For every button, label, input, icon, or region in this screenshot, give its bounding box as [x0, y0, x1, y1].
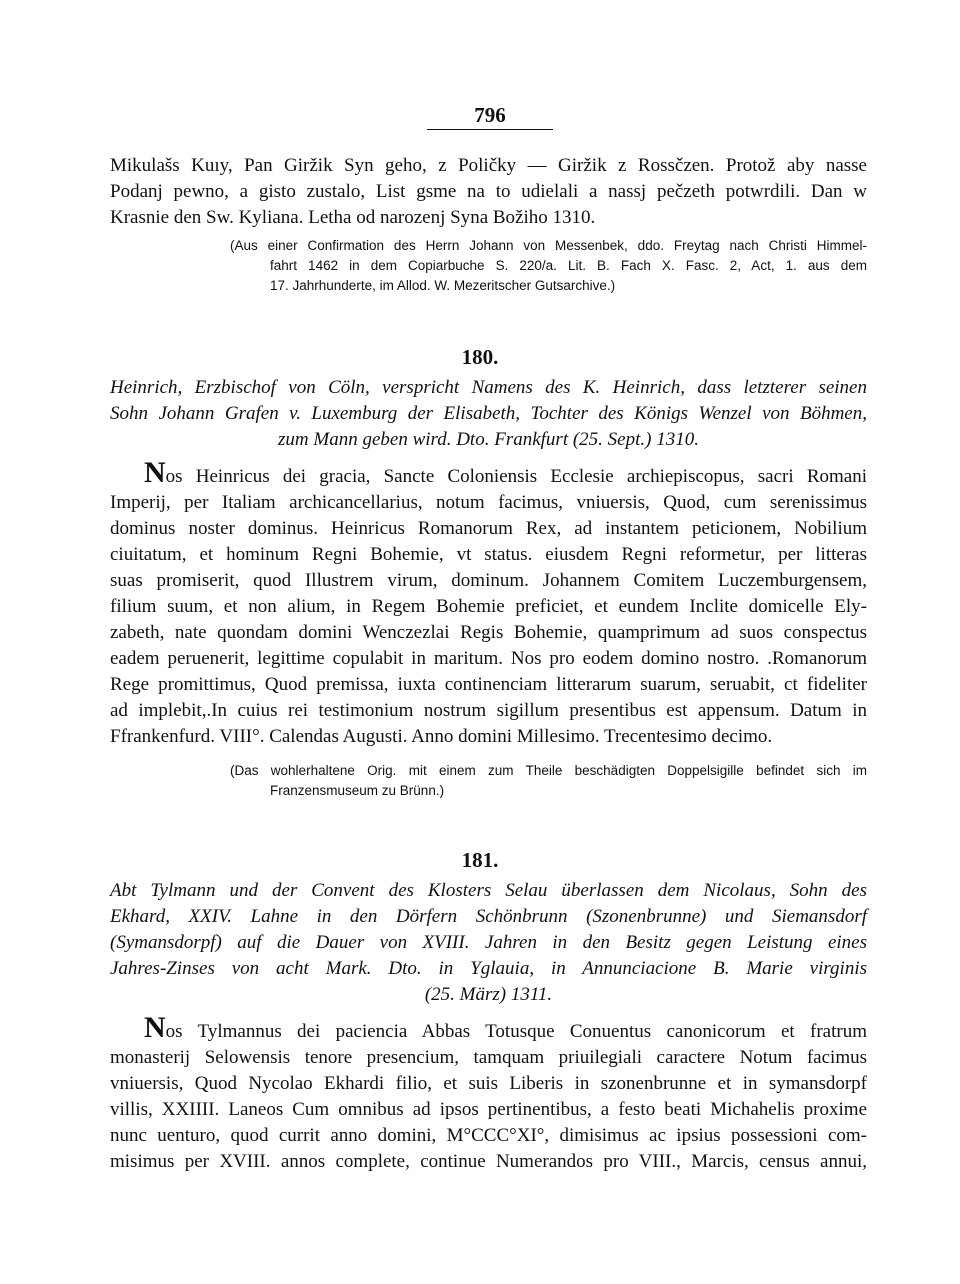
text-line: Krasnie den Sw. Kyliana. Letha od narozenj Syna Božiho 1310.	[110, 207, 596, 228]
text-line-first	[110, 1011, 867, 1045]
text-line: suas promiserit, quod Illustrem virum, dominum. Johannem Comitem Luczemburgensem,	[110, 570, 867, 591]
text-line: Rege promittimus, Quod premissa, iuxta continenciam litterarum suarum, seruabit, ct fideliter	[110, 674, 867, 695]
text-line: Podanj pewno, a gisto zustalo, List gsme na to udielali a nassj pečzeth potwrdili. Dan w	[110, 181, 867, 202]
note-line: (Aus einer Confirmation des Herrn Johann von Messenbek, ddo. Freytag nach Christi Himmel-	[230, 238, 867, 253]
header-rule	[427, 129, 553, 130]
text-line: nunc uenturo, quod currit anno domini, M°CCC°XI°, dimisimus ac ipsius possessioni com-	[110, 1125, 867, 1146]
text-line: dominus noster dominus. Heinricus Romanorum Rex, ad instantem peticionem, Nobilium	[110, 518, 867, 539]
text-line: os Tylmannus dei paciencia Abbas Totusque Conuentus canonicorum et fratrum	[165, 1021, 867, 1042]
regest-line: Jahres-Zinses von acht Mark. Dto. in Yglauia, in Annunciacione B. Marie virginis	[110, 958, 867, 979]
text-line: Mikulašs Kuıy, Pan Giržik Syn geho, z Poličky — Giržik z Rossčzen. Protož aby nasse	[110, 155, 867, 176]
text-line: os Heinricus dei gracia, Sancte Coloniensis Ecclesie archiepiscopus, sacri Romani	[165, 466, 867, 487]
text-line: eadem peruenerit, legittime copulabit in maritum. Nos pro eodem domino nostro. .Romanorum	[110, 648, 867, 669]
text-line: Imperij, per Italiam archicancellarius, notum facimus, vniuersis, Quod, cum serenissimus	[110, 492, 867, 513]
note-line: (Das wohlerhaltene Orig. mit einem zum Theile beschädigten Doppelsigille befindet sich im	[230, 763, 867, 778]
text-line: vniuersis, Quod Nycolao Ekhardi filio, et suis Liberis in szonenbrunne et in symansdorpf	[110, 1073, 867, 1094]
initial-letter: N	[144, 456, 166, 489]
note-180	[230, 761, 867, 801]
regest-180	[110, 375, 867, 453]
document-number-181: 181.	[461, 848, 499, 872]
previous-document-note	[230, 236, 867, 296]
page-number: 796	[474, 103, 506, 127]
text-line: ciuitatum, et hominum Regni Bohemie, vt status. eiusdem Regni reformetur, per litteras	[110, 544, 867, 565]
previous-document-text	[110, 153, 867, 231]
note-line: Franzensmuseum zu Brünn.)	[270, 783, 445, 798]
text-line: zabeth, nate quondam domini Wenczezlai Regis Bohemie, quamprimum ad suos conspectus	[110, 622, 867, 643]
text-line-first	[110, 456, 867, 490]
document-number-180: 180.	[461, 345, 499, 369]
regest-line: (25. März) 1311.	[424, 984, 553, 1005]
regest-181	[110, 878, 867, 1008]
text-line: villis, XXIIII. Laneos Cum omnibus ad ipsos pertinentibus, a festo beati Michahelis proxime	[110, 1099, 867, 1120]
regest-line: zum Mann geben wird. Dto. Frankfurt (25. Sept.) 1310.	[278, 429, 699, 450]
text-line: filium suum, et non alium, in Regem Bohemie preficiet, et eundem Inclite domicelle Ely-	[110, 596, 867, 617]
note-line: 17. Jahrhunderte, im Allod. W. Mezeritscher Gutsarchive.)	[270, 278, 616, 293]
charter-text-180	[110, 456, 867, 750]
initial-letter: N	[144, 1011, 166, 1044]
note-line: fahrt 1462 in dem Copiarbuche S. 220/a. Lit. B. Fach X. Fasc. 2, Act, 1. aus dem	[270, 258, 867, 273]
regest-line: (Symansdorpf) auf die Dauer von XVIII. Jahren in den Besitz gegen Leistung eines	[110, 932, 867, 953]
text-line: monasterij Selowensis tenore presencium, tamquam priuilegiali caractere Notum facimus	[110, 1047, 867, 1068]
regest-line: Abt Tylmann und der Convent des Klosters Selau überlassen dem Nicolaus, Sohn des	[110, 880, 867, 901]
regest-line: Ekhard, XXIV. Lahne in den Dörfern Schönbrunn (Szonenbrunne) und Siemansdorf	[110, 906, 867, 927]
text-line: misimus per XVIII. annos complete, continue Numerandos pro VIII., Marcis, census annui,	[110, 1151, 867, 1172]
regest-line: Sohn Johann Grafen v. Luxemburg der Elisabeth, Tochter des Königs Wenzel von Böhmen,	[110, 403, 867, 424]
charter-text-181	[110, 1011, 867, 1175]
regest-line: Heinrich, Erzbischof von Cöln, verspricht Namens des K. Heinrich, dass letzterer seinen	[110, 377, 867, 398]
text-line: ad implebit,.In cuius rei testimonium nostrum sigillum presentibus est appensum. Datum in	[110, 700, 867, 721]
text-line: Ffrankenfurd. VIII°. Calendas Augusti. Anno domini Millesimo. Trecentesimo decimo.	[110, 726, 773, 747]
